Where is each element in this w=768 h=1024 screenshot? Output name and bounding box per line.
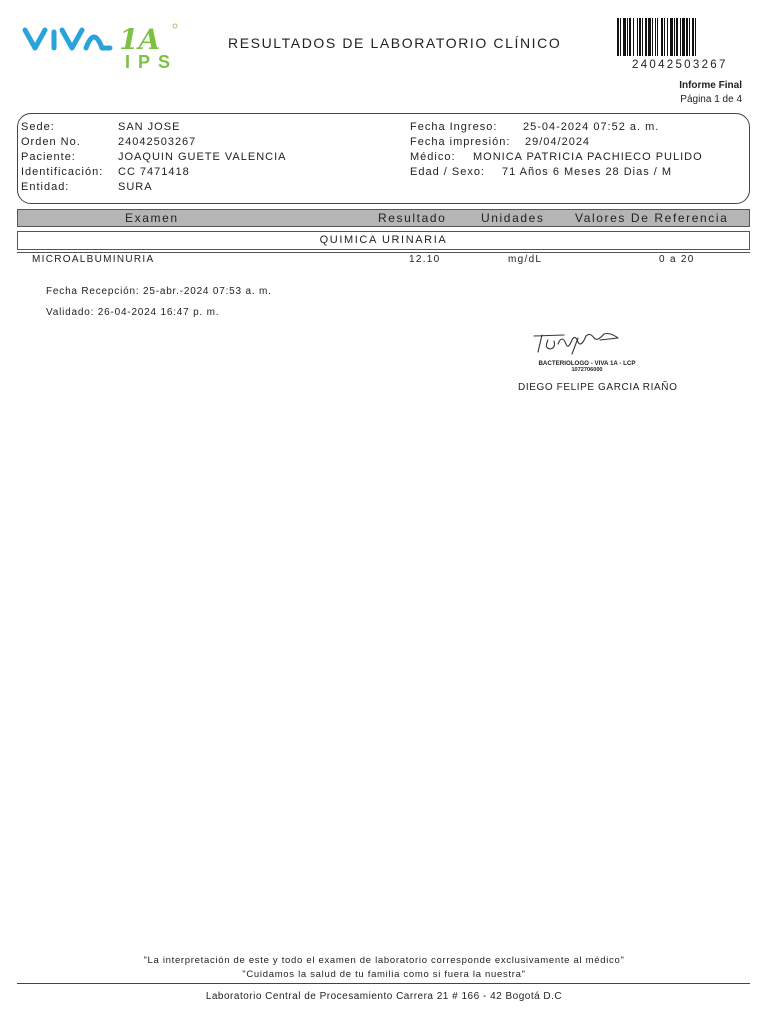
validado: Validado: 26-04-2024 16:47 p. m. xyxy=(46,307,220,318)
barcode-number: 24042503267 xyxy=(632,59,728,71)
exam-reference: 0 a 20 xyxy=(659,254,695,265)
sede-label: Sede: xyxy=(21,121,55,133)
disclaimer-line-2: "Cuidamos la salud de tu familia como si fuera la nuestra" xyxy=(242,969,526,980)
column-examen: Examen xyxy=(125,211,179,225)
column-resultado: Resultado xyxy=(378,211,447,225)
column-unidades: Unidades xyxy=(481,211,545,225)
fecha-impresion-label: Fecha impresión: xyxy=(410,136,511,148)
exam-units: mg/dL xyxy=(508,254,543,265)
medico-label: Médico: xyxy=(410,151,456,163)
fecha-recepcion: Fecha Recepción: 25-abr.-2024 07:53 a. m. xyxy=(46,286,272,297)
medico-value: MONICA PATRICIA PACHIECO PULIDO xyxy=(473,151,703,163)
orden-value: 24042503267 xyxy=(118,136,197,148)
patient-info-box xyxy=(17,113,750,204)
svg-text:BACTERIOLOGO - VIVA 1A - LCP: BACTERIOLOGO - VIVA 1A - LCP xyxy=(538,360,636,367)
fecha-impresion-value: 29/04/2024 xyxy=(525,136,591,148)
orden-label: Orden No. xyxy=(21,136,81,148)
svg-text:1072706000: 1072706000 xyxy=(571,367,603,373)
fecha-ingreso-label: Fecha Ingreso: xyxy=(410,121,498,133)
barcode xyxy=(617,18,737,56)
page-indicator: Página 1 de 4 xyxy=(680,94,742,105)
edad-sexo-label: Edad / Sexo: xyxy=(410,166,485,178)
fecha-ingreso-value: 25-04-2024 07:52 a. m. xyxy=(523,121,660,133)
report-status: Informe Final xyxy=(679,80,742,91)
footer-address: Laboratorio Central de Procesamiento Carrera 21 # 166 - 42 Bogotá D.C xyxy=(205,991,563,1002)
viva-1a-ips-logo xyxy=(22,20,192,72)
identificacion-label: Identificación: xyxy=(21,166,104,178)
identificacion-value: CC 7471418 xyxy=(118,166,190,178)
paciente-label: Paciente: xyxy=(21,151,76,163)
section-title: QUIMICA URINARIA xyxy=(319,234,448,246)
document-title: RESULTADOS DE LABORATORIO CLÍNICO xyxy=(228,35,562,51)
column-valores-referencia: Valores De Referencia xyxy=(575,211,729,225)
sede-value: SAN JOSE xyxy=(118,121,181,133)
exam-result: 12.10 xyxy=(409,254,441,265)
signature-stamp xyxy=(520,330,655,374)
footer-divider xyxy=(17,983,750,984)
exam-name: MICROALBUMINURIA xyxy=(32,254,155,265)
divider xyxy=(17,252,750,253)
signer-name: DIEGO FELIPE GARCIA RIAÑO xyxy=(518,382,678,393)
entidad-label: Entidad: xyxy=(21,181,70,193)
section-header xyxy=(17,231,750,250)
disclaimer-line-1: "La interpretación de este y todo el examen de laboratorio corresponde exclusivamente al médico" xyxy=(143,955,625,966)
svg-text:IPS: IPS xyxy=(125,52,179,72)
edad-sexo-value: 71 Años 6 Meses 28 Dias / M xyxy=(502,166,673,178)
svg-text:1A: 1A xyxy=(119,23,161,56)
results-table-header xyxy=(17,209,750,227)
paciente-value: JOAQUIN GUETE VALENCIA xyxy=(118,151,287,163)
entidad-value: SURA xyxy=(118,181,153,193)
